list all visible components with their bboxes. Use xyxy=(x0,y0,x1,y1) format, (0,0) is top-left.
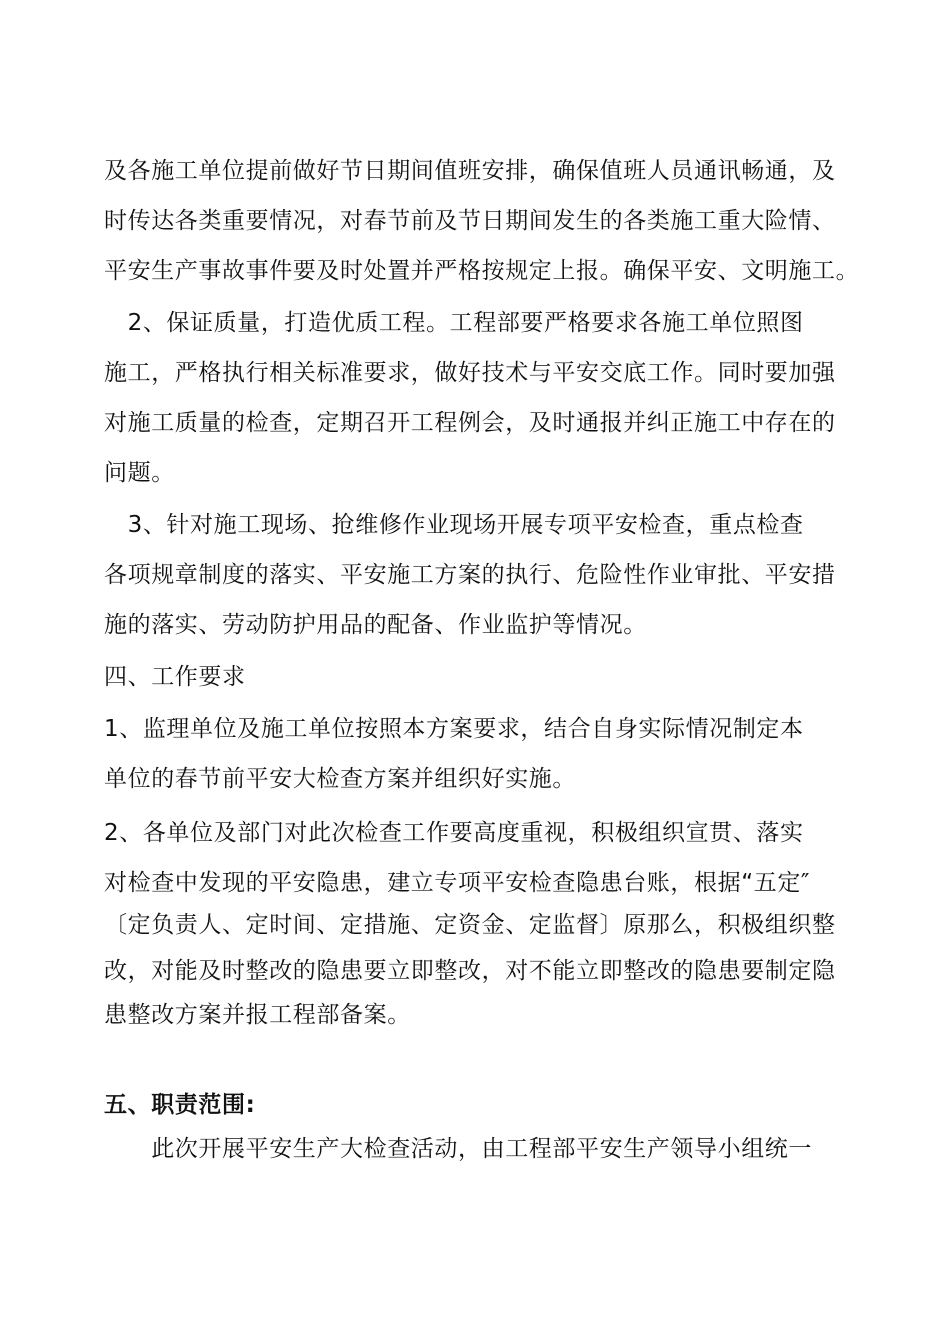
paragraph-line-12: 单位的春节前平安大检查方案并组织好实施。 xyxy=(104,766,576,792)
paragraph-line-13: 2、各单位及部门对此次检查工作要高度重视，积极组织宣贯、落实 xyxy=(104,820,804,846)
paragraph-line-2: 时传达各类重要情况，对春节前及节日期间发生的各类施工重大险情、 xyxy=(104,208,836,234)
paragraph-line-7: 问题。 xyxy=(104,460,175,486)
paragraph-line-16: 改，对能及时整改的隐患要立即整改，对不能立即整改的隐患要制定隐 xyxy=(104,958,836,984)
paragraph-line-8: 3、针对施工现场、抢维修作业现场开展专项平安检查，重点检查 xyxy=(104,512,804,538)
paragraph-line-3: 平安生产事故事件要及时处置并严格按规定上报。确保平安、文明施工。 xyxy=(104,258,860,284)
paragraph-line-17: 患整改方案并报工程部备案。 xyxy=(104,1002,411,1028)
paragraph-line-6: 对施工质量的检查，定期召开工程例会，及时通报并纠正施工中存在的 xyxy=(104,410,836,436)
paragraph-line-9: 各项规章制度的落实、平安施工方案的执行、危险性作业审批、平安措 xyxy=(104,562,836,588)
section-heading-5: 五、职责范围: xyxy=(104,1092,256,1118)
section-heading-4: 四、工作要求 xyxy=(104,664,246,690)
paragraph-line-14: 对检查中发现的平安隐患，建立专项平安检查隐患台账，根据“五定″ xyxy=(104,870,811,896)
paragraph-line-10: 施的落实、劳动防护用品的配备、作业监护等情况。 xyxy=(104,612,647,638)
paragraph-line-15: 〔定负责人、定时间、定措施、定资金、定监督〕原那么，积极组织整 xyxy=(104,912,836,938)
paragraph-line-18: 此次开展平安生产大检查活动，由工程部平安生产领导小组统一 xyxy=(104,1136,812,1162)
paragraph-line-5: 施工，严格执行相关标准要求，做好技术与平安交底工作。同时要加强 xyxy=(104,360,836,386)
paragraph-line-11: 1、监理单位及施工单位按照本方案要求，结合自身实际情况制定本 xyxy=(104,716,804,742)
paragraph-line-1: 及各施工单位提前做好节日期间值班安排，确保值班人员通讯畅通，及 xyxy=(104,158,836,184)
paragraph-line-4: 2、保证质量，打造优质工程。工程部要严格要求各施工单位照图 xyxy=(104,310,804,336)
